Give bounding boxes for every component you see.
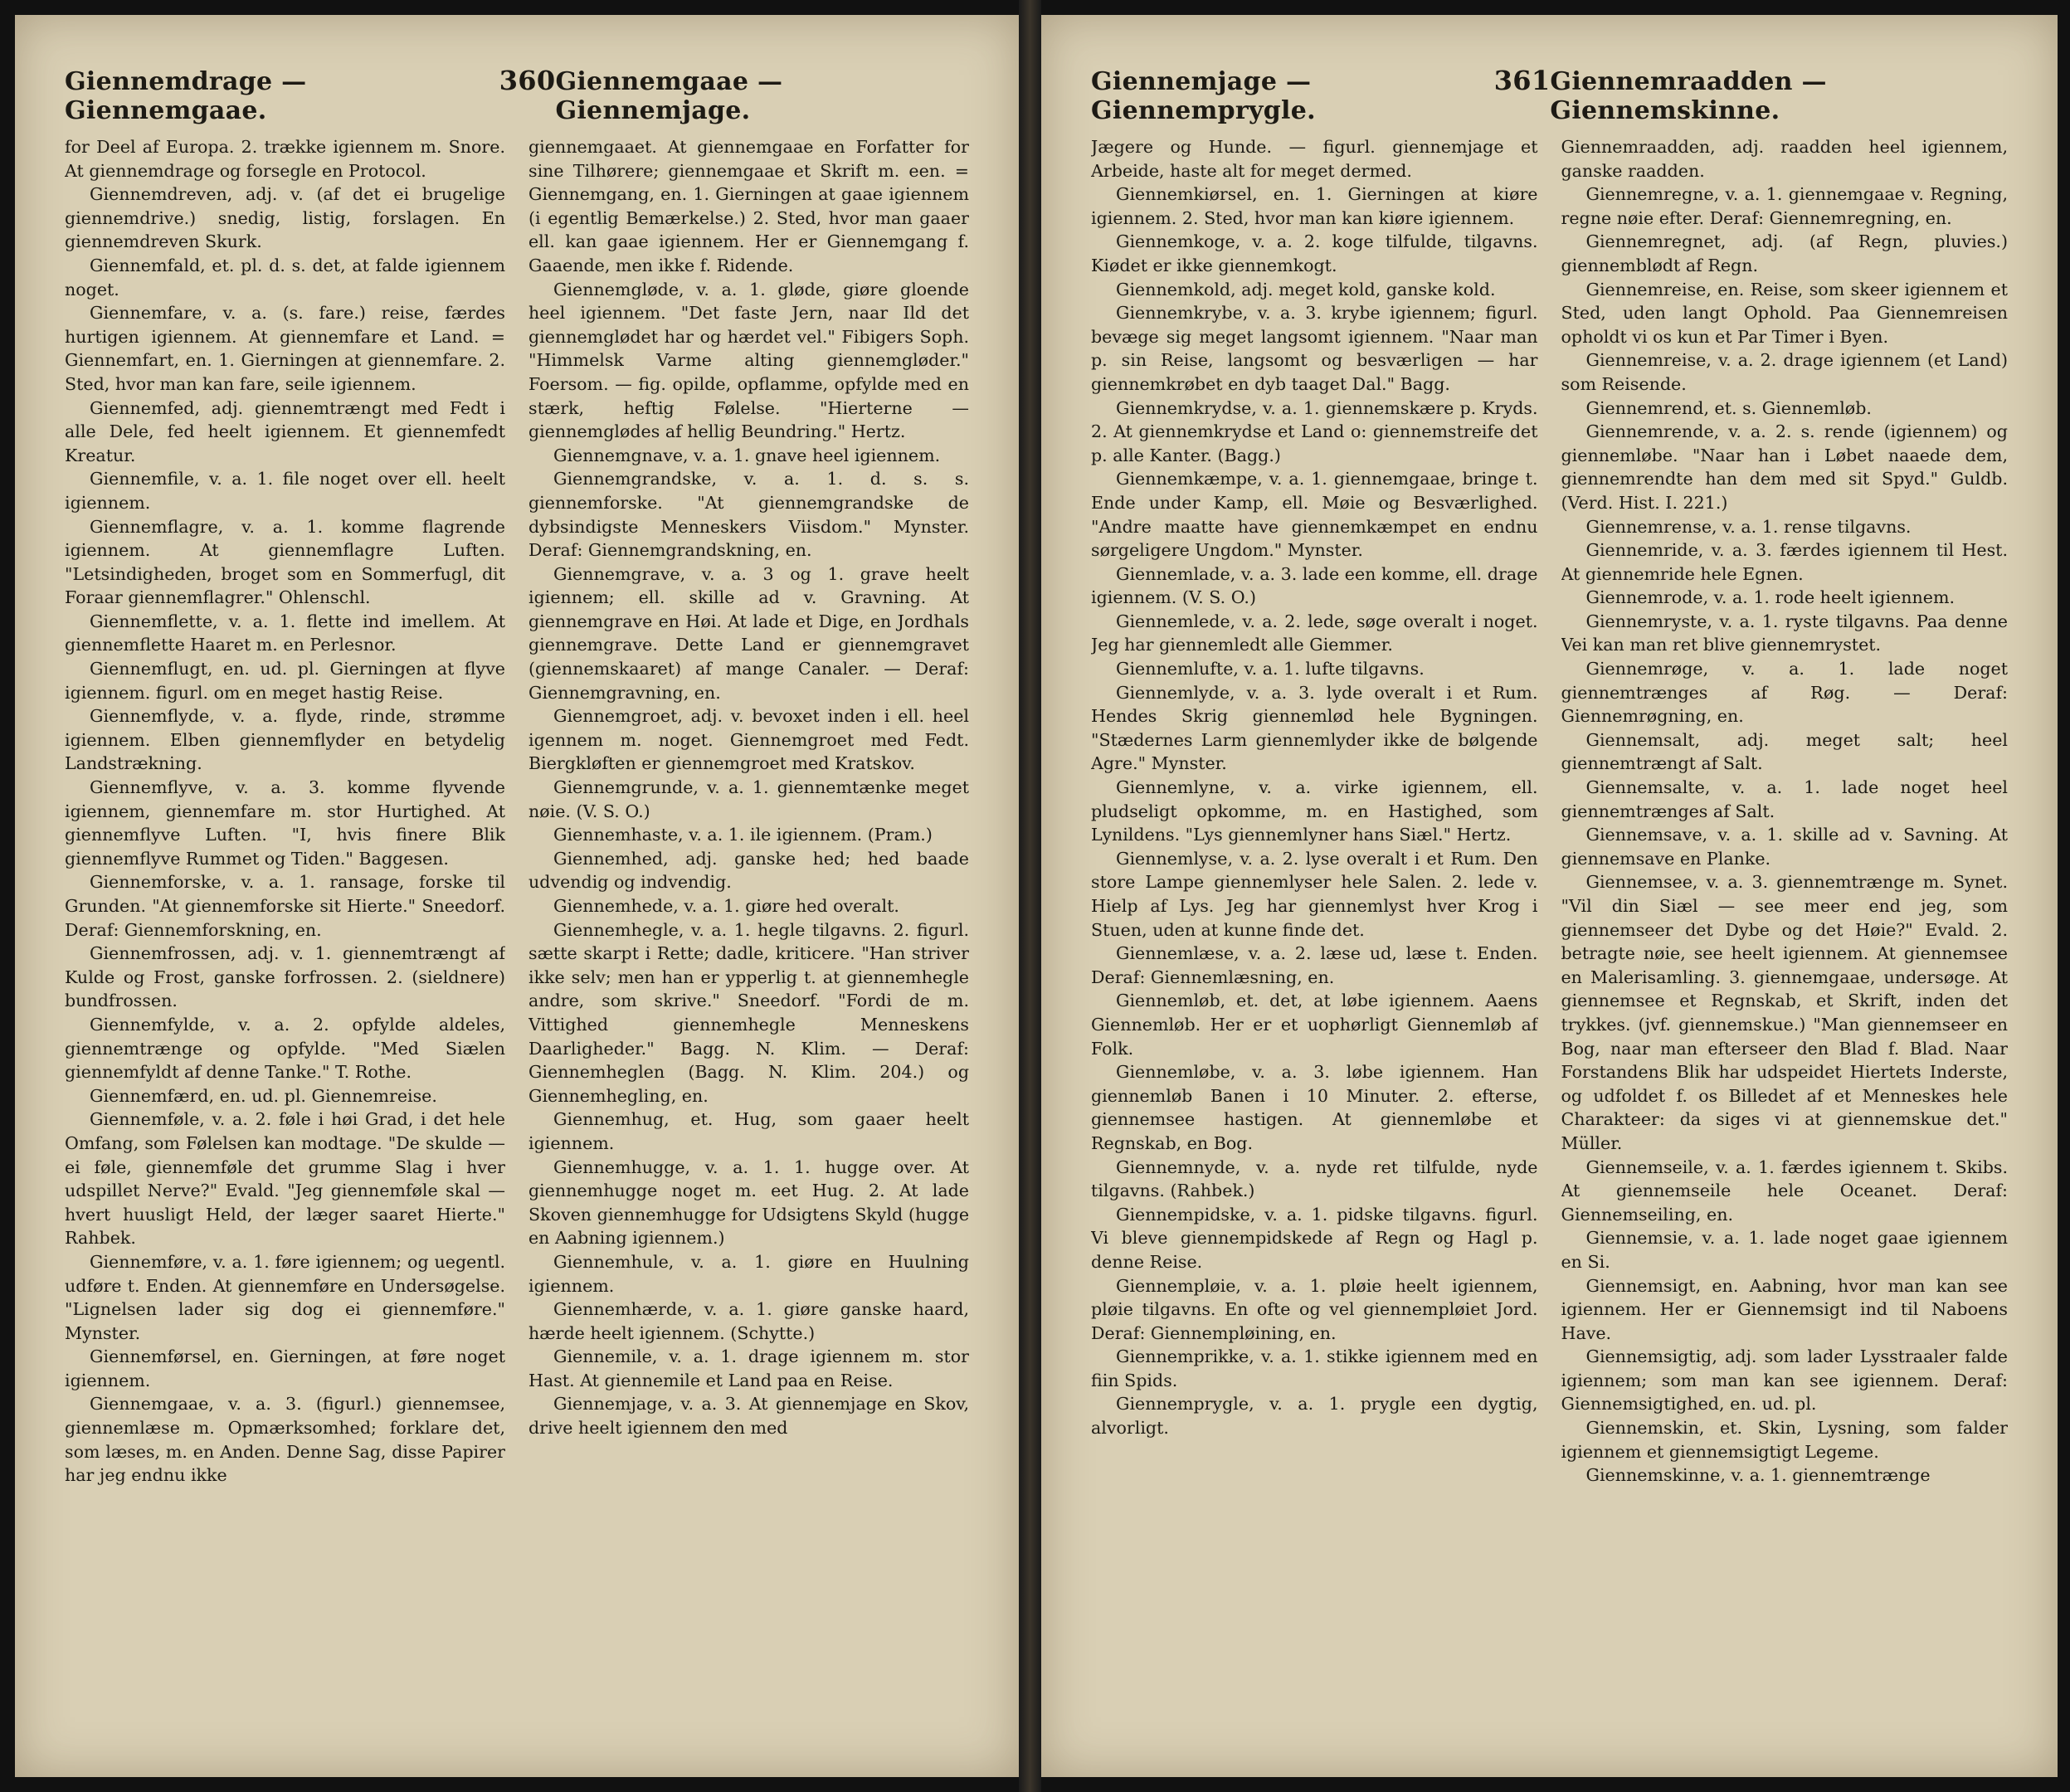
dictionary-entry: Giennemgrunde, v. a. 1. giennemtænke meget nøie. (V. S. O.) — [528, 777, 969, 821]
dictionary-entry: Giennemkrydse, v. a. 1. giennemskære p. Kryds. 2. At giennemkrydse et Land o: giennemstreife det p. alle Kanter. (Bagg.) — [1091, 397, 1538, 465]
dictionary-entry: Giennemsave, v. a. 1. skille ad v. Savning. At giennemsave en Planke. — [1561, 825, 2008, 869]
right-page-column-2 — [1561, 135, 2009, 1744]
dictionary-entry: Giennemflyve, v. a. 3. komme flyvende igiennem, giennemfare m. stor Hurtighed. At giennemflyve Luften. "I, hvis finere Blik giennemflyve Rummet og Tiden." Baggesen. — [65, 777, 505, 869]
dictionary-entry: Giennemhule, v. a. 1. giøre en Huulning igiennem. — [528, 1251, 969, 1296]
dictionary-entry: Giennemgroet, adj. v. bevoxet inden i ell. heel igennem m. noget. Giennemgroet med Fedt. Biergkløften er giennemgroet med Kratskov. — [528, 706, 969, 774]
dictionary-entry: Giennemhugge, v. a. 1. 1. hugge over. At giennemhugge noget m. eet Hug. 2. At lade Skoven giennemhugge for Udsigtens Skyld (hugge en Aabning igiennem.) — [528, 1157, 969, 1249]
dictionary-entry: Giennemlæse, v. a. 2. læse ud, læse t. Enden. Deraf: Giennemlæsning, en. — [1091, 943, 1538, 987]
left-header-last-word: Giennemgaae — Giennemjage. — [555, 67, 783, 125]
right-page-number: 361 — [1493, 65, 1551, 96]
dictionary-entry: Giennemnyde, v. a. nyde ret tilfulde, nyde tilgavns. (Rahbek.) — [1091, 1157, 1538, 1201]
dictionary-entry: Giennemprygle, v. a. 1. prygle een dygtig, alvorligt. — [1091, 1394, 1538, 1439]
dictionary-entry: Giennemreise, v. a. 2. drage igiennem (et Land) som Reisende. — [1561, 350, 2008, 394]
dictionary-entry: Giennemrende, v. a. 2. s. rende (igiennem) og giennemløbe. "Naar han i Løbet naaede dem, giennemrendte han dem med sit Spyd." Guldb. (Verd. Hist. I. 221.) — [1561, 421, 2008, 513]
right-header-last-word: Giennemraadden — Giennemskinne. — [1550, 67, 1827, 125]
dictionary-entry: Giennemgrandske, v. a. 1. d. s. s. giennemforske. "At giennemgrandske de dybsindigste Menneskers Viisdom." Mynster. Deraf: Giennemgrandskning, en. — [528, 469, 969, 561]
book-gutter — [1019, 0, 1041, 1792]
dictionary-entry: Giennemdreven, adj. v. (af det ei brugelige giennemdrive.) snedig, listig, forslagen. En giennemdreven Skurk. — [65, 184, 505, 252]
dictionary-entry: Giennemhed, adj. ganske hed; hed baade udvendig og indvendig. — [528, 848, 969, 893]
left-page — [15, 15, 1019, 1777]
dictionary-entry: Giennemlede, v. a. 2. lede, søge overalt i noget. Jeg har giennemledt alle Giemmer. — [1091, 611, 1538, 655]
dictionary-entry: Giennemgnave, v. a. 1. gnave heel igiennem. — [553, 445, 941, 465]
dictionary-entry: Giennemsigtig, adj. som lader Lysstraaler falde igiennem; som man kan see igiennem. Deraf: Giennemsigtighed, en. ud. pl. — [1561, 1346, 2008, 1415]
dictionary-entry: Giennemrode, v. a. 1. rode heelt igiennem. — [1585, 587, 1956, 608]
dictionary-entry: Giennemløbe, v. a. 3. løbe igiennem. Han giennemløb Banen i 10 Minuter. 2. efterse, giennemsee hastigen. At giennemløbe et Regnskab, en Bog. — [1091, 1062, 1538, 1153]
dictionary-entry: Giennemflagre, v. a. 1. komme flagrende igiennem. At giennemflagre Luften. "Letsindigheden, broget som en Sommerfugl, dit Foraar giennemflagrer." Ohlenschl. — [65, 516, 505, 608]
dictionary-entry: Giennemhærde, v. a. 1. giøre ganske haard, hærde heelt igiennem. (Schytte.) — [528, 1299, 969, 1343]
dictionary-entry: Giennemhug, et. Hug, som gaaer heelt igiennem. — [528, 1109, 969, 1153]
dictionary-entry: Giennemregne, v. a. 1. giennemgaae v. Regning, regne nøie efter. Deraf: Giennemregning, en. — [1561, 184, 2008, 228]
dictionary-entry: Giennemflugt, en. ud. pl. Gierningen at flyve igiennem. figurl. om en meget hastig Reise. — [65, 659, 505, 703]
dictionary-entry: Giennemføle, v. a. 2. føle i høi Grad, i det hele Omfang, som Følelsen kan modtage. "De skulde — ei føle, giennemføle det grumme Slag i hver udspillet Nerve?" Evald. "Jeg giennemføle skal — hvert huusligt Held, der læger saaret Hierte." Rahbek. — [65, 1109, 505, 1249]
left-page-column-2 — [528, 135, 969, 1744]
dictionary-entry: Giennemgløde, v. a. 1. gløde, giøre gloende heel igiennem. "Det faste Jern, naar Ild det giennemglødet har og hærdet vel." Fibigers Soph. "Himmelsk Varme alting giennemgløder." Foersom. — fig. opilde, opflamme, opfylde med en stærk, heftig Følelse. "Hierterne — giennemglødes af hellig Beundring." Hertz. — [528, 279, 969, 442]
dictionary-entry: Giennemrøge, v. a. 1. lade noget giennemtrænges af Røg. — Deraf: Giennemrøgning, en. — [1561, 659, 2008, 727]
dictionary-entry: Giennemrense, v. a. 1. rense tilgavns. — [1585, 516, 1912, 537]
dictionary-entry: Giennemsee, v. a. 3. giennemtrænge m. Synet. "Vil din Siæl — see meer end jeg, som giennemseer det Dybe og det Høie?" Evald. 2. betragte nøie, see heelt igiennem. At giennemsee en Malerisamling. 3. giennemgaae, undersøge. At giennemsee et Regnskab, et Skrift, inden det trykkes. (jvf. giennemskue.) "Man giennemseer en Bog, naar man efterseer den Blad f. Blad. Naar Forstandens Blik har udspeidet Hiertets Inderste, og udfoldet f. os Billedet af et Menneskes hele Charakteer: da siges vi at giennemskue det." Müller. — [1561, 872, 2008, 1153]
dictionary-entry: Giennemlufte, v. a. 1. lufte tilgavns. — [1116, 659, 1425, 679]
dictionary-entry: Giennemflyde, v. a. flyde, rinde, strømme igiennem. Elben giennemflyder en betydelig Landstrækning. — [65, 706, 505, 774]
left-page-header — [65, 65, 969, 123]
dictionary-entry: Giennemfile, v. a. 1. file noget over ell. heelt igiennem. — [65, 469, 505, 513]
dictionary-entry: Giennemløb, et. det, at løbe igiennem. Aaens Giennemløb. Her er et uophørligt Giennemløb af Folk. — [1091, 991, 1538, 1059]
dictionary-entry: Giennemfrossen, adj. v. 1. giennemtrængt af Kulde og Frost, ganske forfrossen. 2. (sieldnere) bundfrossen. — [65, 943, 505, 1011]
dictionary-entry: Giennemskinne, v. a. 1. giennemtrænge — [1585, 1465, 1931, 1486]
dictionary-entry: Giennemkæmpe, v. a. 1. giennemgaae, bringe t. Ende under Kamp, ell. Møie og Besværlighed. "Andre maatte have giennemkæmpet en endnu sørgeligere Ungdom." Mynster. — [1091, 469, 1538, 561]
dictionary-entry: Giennemhaste, v. a. 1. ile igiennem. (Pram.) — [553, 825, 933, 845]
left-page-number: 360 — [499, 65, 556, 96]
dictionary-entry: giennemgaaet. At giennemgaae en Forfatter for sine Tilhørere; giennemgaae et Skrift m. een. = Giennemgang, en. 1. Gierningen at gaae igiennem (i egentlig Bemærkelse.) 2. Sted, hvor man gaaer ell. kan gaae igiennem. Her er Giennemgang f. Gaaende, men ikke f. Ridende. — [528, 137, 969, 275]
right-page-column-1 — [1091, 135, 1538, 1744]
dictionary-entry: Giennemrend, et. s. Giennemløb. — [1585, 397, 1872, 418]
dictionary-entry: Giennemføre, v. a. 1. føre igiennem; og uegentl. udføre t. Enden. At giennemføre en Undersøgelse. "Lignelsen lader sig dog ei giennemføre." Mynster. — [65, 1251, 505, 1343]
dictionary-entry: Giennemryste, v. a. 1. ryste tilgavns. Paa denne Vei kan man ret blive giennemrystet. — [1561, 611, 2008, 655]
dictionary-entry: Giennemprikke, v. a. 1. stikke igiennem med en fiin Spids. — [1091, 1346, 1538, 1390]
left-header-first-word: Giennemdrage — Giennemgaae. — [65, 67, 307, 125]
dictionary-entry: Giennemlyde, v. a. 3. lyde overalt i et Rum. Hendes Skrig giennemlød hele Bygningen. "Stædernes Larm giennemlyder ikke de bølgende Agre." Mynster. — [1091, 682, 1538, 774]
dictionary-entry: Giennemskin, et. Skin, Lysning, som falder igiennem et giennemsigtigt Legeme. — [1561, 1418, 2008, 1462]
dictionary-entry: Giennemlyne, v. a. virke igiennem, ell. pludseligt opkomme, m. en Hastighed, som Lynildens. "Lys giennemlyner hans Siæl." Hertz. — [1091, 777, 1538, 845]
dictionary-entry: Giennemkrybe, v. a. 3. krybe igiennem; figurl. bevæge sig meget langsomt igiennem. "Naar man p. sin Reise, langsomt og besværligen — har giennemkrøbet en dyb taaget Dal." Bagg. — [1091, 303, 1538, 394]
dictionary-entry: Giennemfald, et. pl. d. s. det, at falde igiennem noget. — [65, 255, 505, 299]
dictionary-entry: Giennemhegle, v. a. 1. hegle tilgavns. 2. figurl. sætte skarpt i Rette; dadle, kriticere. "Han striver ikke selv; men han er ypperlig t. at giennemhegle andre, som skrive." Sneedorf. "Fordi de m. Vittighed giennemhegle Menneskens Daarligheder." Bagg. N. Klim. — Deraf: Giennemheglen (Bagg. N. Klim. 204.) og Giennemhegling, en. — [528, 919, 969, 1106]
dictionary-entry: Giennemfærd, en. ud. pl. Giennemreise. — [90, 1085, 437, 1106]
dictionary-entry: Giennemhede, v. a. 1. giøre hed overalt. — [553, 896, 899, 916]
dictionary-entry: Giennemfed, adj. giennemtrængt med Fedt i alle Dele, fed heelt igiennem. Et giennemfedt Kreatur. — [65, 397, 505, 465]
dictionary-entry: Giennemseile, v. a. 1. færdes igiennem t. Skibs. At giennemseile hele Oceanet. Deraf: Giennemseiling, en. — [1561, 1157, 2008, 1225]
right-page — [1041, 15, 2058, 1777]
right-page-header — [1091, 65, 2008, 123]
dictionary-entry: Giennemsalte, v. a. 1. lade noget heel giennemtrænges af Salt. — [1561, 777, 2008, 821]
dictionary-entry: Giennemile, v. a. 1. drage igiennem m. stor Hast. At giennemile et Land paa en Reise. — [528, 1346, 969, 1390]
dictionary-entry: Jægere og Hunde. — figurl. giennemjage et Arbeide, haste alt for meget dermed. — [1091, 137, 1538, 181]
dictionary-entry: Giennemkold, adj. meget kold, ganske kold. — [1116, 279, 1496, 299]
dictionary-entry: for Deel af Europa. 2. trække igiennem m. Snore. At giennemdrage og forsegle en Protocol. — [65, 137, 505, 181]
dictionary-entry: Giennemflette, v. a. 1. flette ind imellem. At giennemflette Haaret m. en Perlesnor. — [65, 611, 505, 655]
dictionary-entry: Giennemsigt, en. Aabning, hvor man kan see igiennem. Her er Giennemsigt ind til Naboens Have. — [1561, 1275, 2008, 1343]
dictionary-entry: Giennemkiørsel, en. 1. Gierningen at kiøre igiennem. 2. Sted, hvor man kan kiøre igiennem. — [1091, 184, 1538, 228]
dictionary-entry: Giennemjage, v. a. 3. At giennemjage en Skov, drive heelt igiennem den med — [528, 1394, 969, 1439]
left-page-column-1 — [65, 135, 505, 1744]
dictionary-entry: Giennemgaae, v. a. 3. (figurl.) giennemsee, giennemlæse m. Opmærksomhed; forklare det, som læses, m. en Anden. Denne Sag, disse Papirer har jeg endnu ikke — [65, 1394, 505, 1486]
dictionary-entry: Giennemgrave, v. a. 3 og 1. grave heelt igiennem; ell. skille ad v. Gravning. At giennemgrave en Høi. At lade et Dige, en Jordhals giennemgrave. Dette Land er giennemgravet (giennemskaaret) af mange Canaler. — Deraf: Giennemgravning, en. — [528, 563, 969, 703]
dictionary-entry: Giennemride, v. a. 3. færdes igiennem til Hest. At giennemride hele Egnen. — [1561, 540, 2008, 584]
dictionary-entry: Giennemfylde, v. a. 2. opfylde aldeles, giennemtrænge og opfylde. "Med Siælen giennemfyldt af denne Tanke." T. Rothe. — [65, 1014, 505, 1083]
dictionary-entry: Giennemsie, v. a. 1. lade noget gaae igiennem en Si. — [1561, 1228, 2008, 1272]
dictionary-entry: Giennemfare, v. a. (s. fare.) reise, færdes hurtigen igiennem. At giennemfare et Land. = Giennemfart, en. 1. Gierningen at giennemfare. 2. Sted, hvor man kan fare, seile igiennem. — [65, 303, 505, 394]
dictionary-entry: Giennempløie, v. a. 1. pløie heelt igiennem, pløie tilgavns. En ofte og vel giennempløiet Jord. Deraf: Giennempløining, en. — [1091, 1275, 1538, 1343]
dictionary-entry: Giennemforske, v. a. 1. ransage, forske til Grunden. "At giennemforske sit Hierte." Sneedorf. Deraf: Giennemforskning, en. — [65, 872, 505, 940]
dictionary-entry: Giennemkoge, v. a. 2. koge tilfulde, tilgavns. Kiødet er ikke giennemkogt. — [1091, 231, 1538, 275]
right-header-first-word: Giennemjage — Giennemprygle. — [1091, 67, 1316, 125]
dictionary-entry: Giennempidske, v. a. 1. pidske tilgavns. figurl. Vi bleve giennempidskede af Regn og Hagl p. denne Reise. — [1091, 1204, 1538, 1272]
dictionary-entry: Giennemførsel, en. Gierningen, at føre noget igiennem. — [65, 1346, 505, 1390]
dictionary-entry: Giennemregnet, adj. (af Regn, pluvies.) giennemblødt af Regn. — [1561, 231, 2008, 275]
dictionary-entry: Giennemreise, en. Reise, som skeer igiennem et Sted, uden langt Ophold. Paa Giennemreisen opholdt vi os kun et Par Timer i Byen. — [1561, 279, 2008, 347]
dictionary-entry: Giennemlade, v. a. 3. lade een komme, ell. drage igiennem. (V. S. O.) — [1091, 563, 1538, 608]
dictionary-entry: Giennemsalt, adj. meget salt; heel giennemtrængt af Salt. — [1561, 729, 2008, 774]
dictionary-entry: Giennemlyse, v. a. 2. lyse overalt i et Rum. Den store Lampe giennemlyser hele Salen. 2. lede v. Hielp af Lys. Jeg har giennemlyst hver Krog i Stuen, uden at kunne finde det. — [1091, 848, 1538, 940]
dictionary-entry: Giennemraadden, adj. raadden heel igiennem, ganske raadden. — [1561, 137, 2008, 181]
